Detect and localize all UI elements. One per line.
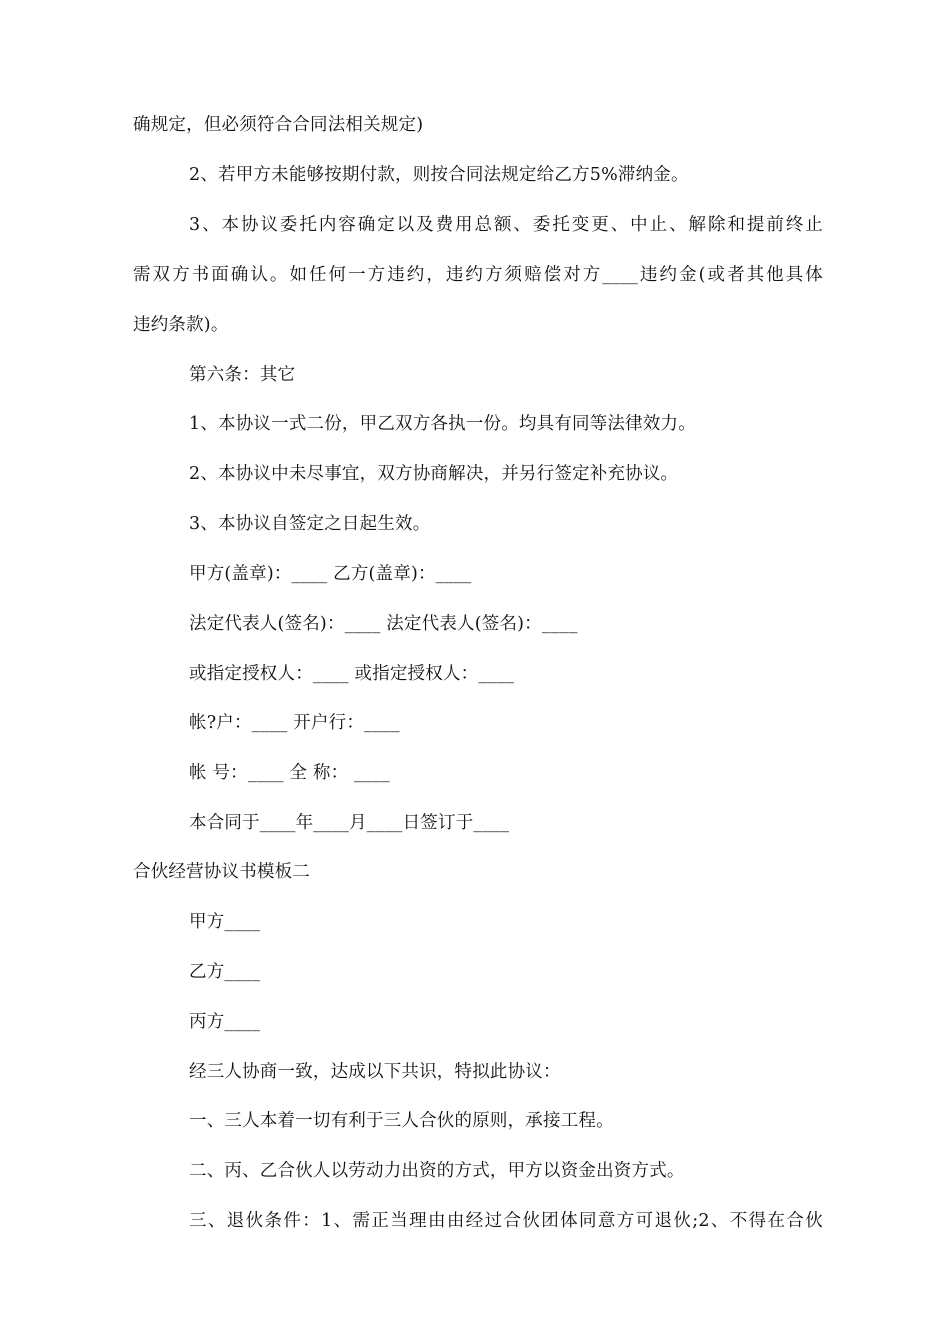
text-line: 二、丙、乙合伙人以劳动力出资的方式，甲方以资金出资方式。 bbox=[189, 1161, 685, 1181]
party-line: 甲方____ bbox=[189, 912, 261, 932]
document-title: 合伙经营协议书模板二 bbox=[133, 862, 310, 882]
text-line: 一、三人本着一切有利于三人合伙的原则，承接工程。 bbox=[189, 1111, 614, 1131]
text-line: 经三人协商一致，达成以下共识，特拟此协议： bbox=[189, 1062, 561, 1082]
account-line: 帐?户：____ 开户行：____ bbox=[189, 713, 400, 733]
text-line: 3、本协议委托内容确定以及费用总额、委托变更、中止、解除和提前终止 bbox=[189, 215, 823, 235]
text-line: 违约条款)。 bbox=[133, 315, 229, 335]
signature-line: 甲方(盖章)：____ 乙方(盖章)：____ bbox=[189, 564, 472, 584]
text-line: 三、退伙条件：1、需正当理由由经过合伙团体同意方可退伙;2、不得在合伙 bbox=[189, 1211, 823, 1231]
text-line: 3、本协议自签定之日起生效。 bbox=[189, 514, 431, 534]
date-line: 本合同于____年____月____日签订于____ bbox=[189, 813, 510, 833]
text-line: 1、本协议一式二份，甲乙双方各执一份。均具有同等法律效力。 bbox=[189, 414, 696, 434]
text-line: 2、本协议中未尽事宜，双方协商解决，并另行签定补充协议。 bbox=[189, 464, 679, 484]
signature-line: 或指定授权人：____ 或指定授权人：____ bbox=[189, 664, 515, 684]
text-line: 需双方书面确认。如任何一方违约，违约方须赔偿对方____违约金(或者其他具体 bbox=[133, 265, 823, 285]
section-heading: 第六条：其它 bbox=[189, 365, 296, 385]
text-line: 2、若甲方未能够按期付款，则按合同法规定给乙方5%滞纳金。 bbox=[189, 165, 689, 185]
party-line: 丙方____ bbox=[189, 1012, 261, 1032]
signature-line: 法定代表人(签名)：____ 法定代表人(签名)：____ bbox=[189, 614, 578, 634]
text-line: 确规定，但必须符合合同法相关规定) bbox=[133, 115, 424, 135]
account-line: 帐 号：____ 全 称： ____ bbox=[189, 763, 390, 783]
party-line: 乙方____ bbox=[189, 962, 261, 982]
